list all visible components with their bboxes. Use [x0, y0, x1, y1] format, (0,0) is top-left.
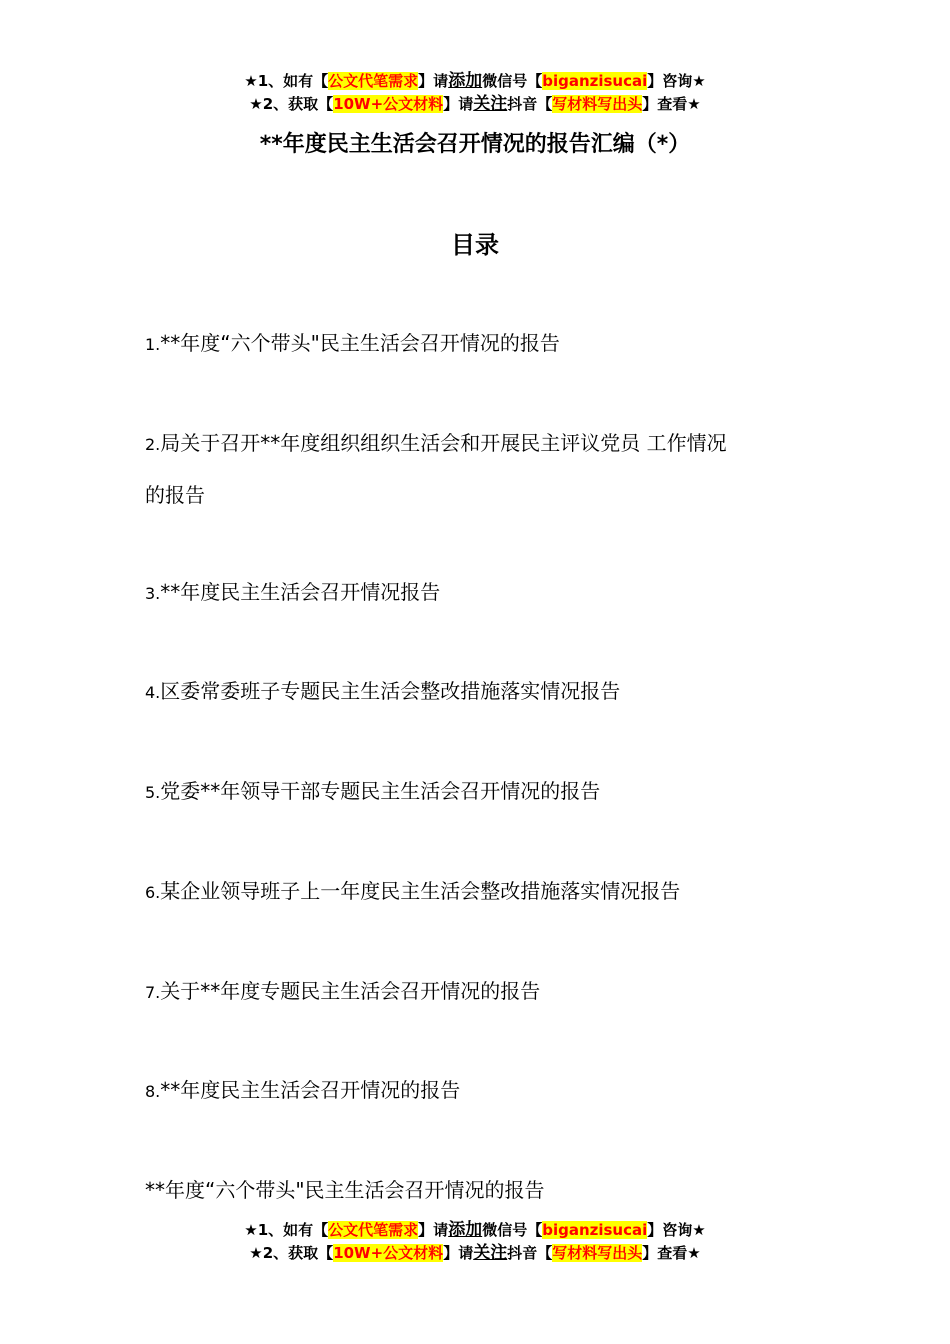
- toc-item: 7.关于**年度专题民主生活会召开情况的报告: [145, 979, 541, 1003]
- toc-heading: 目录: [451, 231, 499, 259]
- promo-wechat-id: biganzisucai: [542, 1221, 648, 1239]
- toc-item: 5.党委**年领导干部专题民主生活会召开情况的报告: [145, 779, 601, 803]
- section-heading: **年度“六个带头"民主生活会召开情况的报告: [145, 1178, 545, 1202]
- promo-underline: 添加: [448, 1220, 483, 1240]
- toc-item: 3.**年度民主生活会召开情况报告: [145, 580, 441, 604]
- promo-highlight: 公文代笔需求: [328, 72, 419, 90]
- document-title: **年度民主生活会召开情况的报告汇编（*）: [259, 132, 691, 157]
- promo-underline: 关注: [473, 94, 508, 114]
- toc-item: 1.**年度“六个带头"民主生活会召开情况的报告: [145, 331, 560, 355]
- promo-line-1: ★1、如有【公文代笔需求】请添加微信号【biganzisucai】咨询★: [244, 1220, 706, 1240]
- promo-underline: 关注: [473, 1243, 508, 1263]
- promo-douyin-name: 写材料写出头: [552, 1244, 643, 1262]
- promo-line-1: ★1、如有【公文代笔需求】请添加微信号【biganzisucai】咨询★: [244, 71, 706, 91]
- promo-highlight: 公文代笔需求: [328, 1221, 419, 1239]
- toc-item: 8.**年度民主生活会召开情况的报告: [145, 1078, 461, 1102]
- toc-item: 2.局关于召开**年度组织组织生活会和开展民主评议党员 工作情况 的报告: [145, 431, 727, 507]
- promo-footer: [0, 1219, 950, 1265]
- promo-line-2: ★2、获取【10W+公文材料】请关注抖音【写材料写出头】查看★: [249, 1243, 701, 1263]
- promo-highlight: 10W+公文材料: [333, 95, 444, 113]
- promo-line-2: ★2、获取【10W+公文材料】请关注抖音【写材料写出头】查看★: [249, 94, 701, 114]
- promo-douyin-name: 写材料写出头: [552, 95, 643, 113]
- promo-highlight: 10W+公文材料: [333, 1244, 444, 1262]
- promo-underline: 添加: [448, 71, 483, 91]
- toc-item: 6.某企业领导班子上一年度民主生活会整改措施落实情况报告: [145, 879, 681, 903]
- promo-wechat-id: biganzisucai: [542, 72, 648, 90]
- toc-item: 4.区委常委班子专题民主生活会整改措施落实情况报告: [145, 679, 621, 703]
- promo-header: [0, 70, 950, 116]
